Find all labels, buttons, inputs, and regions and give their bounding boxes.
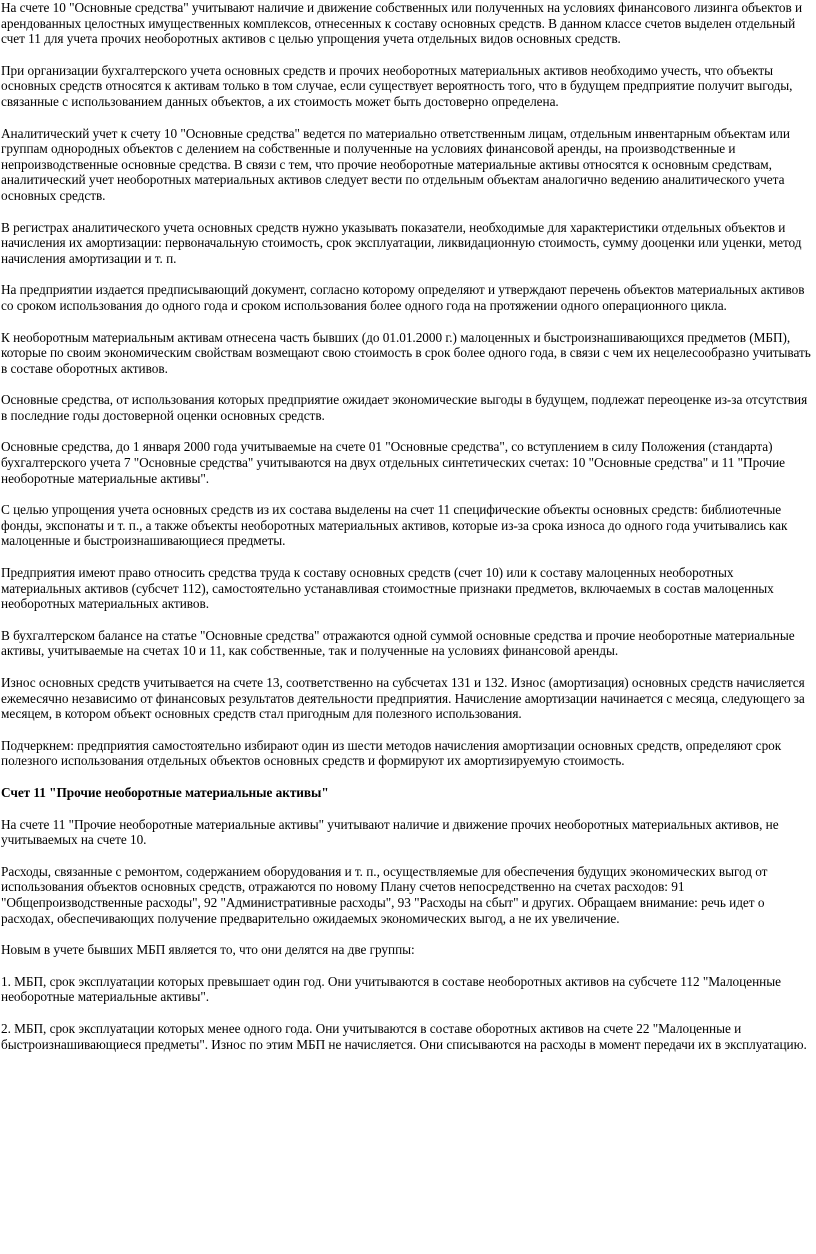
list-item-mbp-group-2: 2. МБП, срок эксплуатации которых менее одного года. Они учитываются в составе оборотных активов на счете 22 "Малоценные и быстроизнашивающиеся предметы". Износ по этим МБП не начисляется. Они списываются на расходы в момент передачи их в эксплуатацию. [1, 1020, 807, 1052]
paragraph-balance-sheet: В бухгалтерском балансе на статье "Основные средства" отражаются одной суммой основные средства и прочие необоротные материальные активы, учитываемые на счетах 10 и 11, как собственные, так и полученные на условиях финансовой аренды. [1, 627, 795, 659]
paragraph-prescriptive-document: На предприятии издается предписывающий документ, согласно которому определяют и утверждают перечень объектов материальных активов со сроком использования до одного года и сроком использования более одного года на протяжении одного операционного цикла. [1, 282, 805, 313]
paragraph-account-11-specific-objects: С целью упрощения учета основных средств из их состава выделены на счет 11 специфические объекты основных средств: библиотечные фонды, экспонаты и т. п., а также объекты необоротных материальных активов, которые из-за срока износа до одного года учитывались как малоценные и быстроизнашивающиеся предметы. [1, 502, 788, 549]
paragraph-mbp-groups: Новым в учете бывших МБП является то, что они делятся на две группы: [1, 942, 415, 958]
paragraph-account-01-transition: Основные средства, до 1 января 2000 года учитываемые на счете 01 "Основные средства", со вступлением в силу Положения (стандарта) бухгалтерского учета 7 "Основные средства" учитываются на двух отдельных синтетических счетах: 10 "Основные средства" и 11 "Прочие необоротные материальные активы". [1, 439, 786, 486]
document-body [1, 0, 815, 1068]
paragraph-analytical-accounting: Аналитический учет к счету 10 "Основные средства" ведется по материально ответственным лицам, отдельным инвентарным объектам или группам однородных объектов с делением на собственные и полученные на условиях финансовой аренды, на производственные и непроизводственные основные средства. В связи с тем, что прочие необоротные материальные активы относятся к основным средствам, аналитический учет необоротных материальных активов следует вести по отдельным объектам аналогично ведению аналитического учета основных средств. [1, 125, 790, 203]
paragraph-classification-right: Предприятия имеют право относить средства труда к составу основных средств (счет 10) или к составу малоценных необоротных материальных активов (субсчет 112), самостоятельно устанавливая стоимостные признаки предметов, включаемых в состав малоценных необоротных материальных активов. [1, 565, 774, 612]
paragraph-accounting-organization: При организации бухгалтерского учета основных средств и прочих необоротных материальных активов необходимо учесть, что объекты основных средств относятся к активам только в том случае, если существует вероятность того, что в будущем предприятие получит выгоды, связанные с использованием данных объектов, а их стоимость может быть достоверно определена. [1, 62, 793, 109]
paragraph-former-mbp: К необоротным материальным активам отнесена часть бывших (до 01.01.2000 г.) малоценных и быстроизнашивающихся предметов (МБП), которые по своим экономическим свойствам возмещают свою стоимость в срок более одного года, в связи с чем их нецелесообразно учитывать в составе оборотных активов. [1, 329, 811, 376]
paragraph-registers: В регистрах аналитического учета основных средств нужно указывать показатели, необходимые для характеристики отдельных объектов и начисления их амортизации: первоначальную стоимость, срок эксплуатации, ликвидационную стоимость, сумму дооценки или уценки, метод начисления амортизации и т. п. [1, 219, 802, 266]
paragraph-account-10-intro: На счете 10 "Основные средства" учитывают наличие и движение собственных или полученных на условиях финансового лизинга объектов и арендованных целостных имущественных комплексов, отнесенных к составу основных средств. В данном классе счетов выделен отдельный счет 11 для учета прочих необоротных активов с целью упрощения учета отдельных видов основных средств. [1, 0, 803, 47]
paragraph-revaluation: Основные средства, от использования которых предприятие ожидает экономические выгоды в будущем, подлежат переоценке из-за отсутствия в последние годы достоверной оценки основных средств. [1, 392, 808, 423]
paragraph-repair-expenses: Расходы, связанные с ремонтом, содержанием оборудования и т. п., осуществляемые для обеспечения будущих экономических выгод от использования объектов основных средств, отражаются по новому Плану счетов непосредственно на счетах расходов: 91 "Общепроизводственные расходы", 92 "Административные расходы", 93 "Расходы на сбыт" и других. Обращаем внимание: речь идет о расходах, обеспечивающих получение предварительно ожидаемых экономических выгод, а не их увеличение. [1, 863, 768, 926]
paragraph-account-11-intro: На счете 11 "Прочие необоротные материальные активы" учитывают наличие и движение прочих необоротных материальных активов, не учитываемых на счете 10. [1, 816, 779, 848]
paragraph-depreciation: Износ основных средств учитывается на счете 13, соответственно на субсчетах 131 и 132. Износ (амортизация) основных средств начисляется ежемесячно независимо от финансовых результатов деятельности предприятия. Начисление амортизации начинается с месяца, следующего за месяцем, в котором объект основных средств стал пригодным для полезного использования. [1, 675, 805, 722]
list-item-mbp-group-1: 1. МБП, срок эксплуатации которых превышает один год. Они учитываются в составе необоротных активов на субсчете 112 "Малоценные необоротные материальные активы". [1, 973, 781, 1005]
paragraph-depreciation-methods: Подчеркнем: предприятия самостоятельно избирают один из шести методов начисления амортизации основных средств, определяют срок полезного использования отдельных объектов основных средств и формируют их амортизируемую стоимость. [1, 737, 782, 769]
section-heading-account-11: Счет 11 "Прочие необоротные материальные активы" [1, 784, 329, 800]
